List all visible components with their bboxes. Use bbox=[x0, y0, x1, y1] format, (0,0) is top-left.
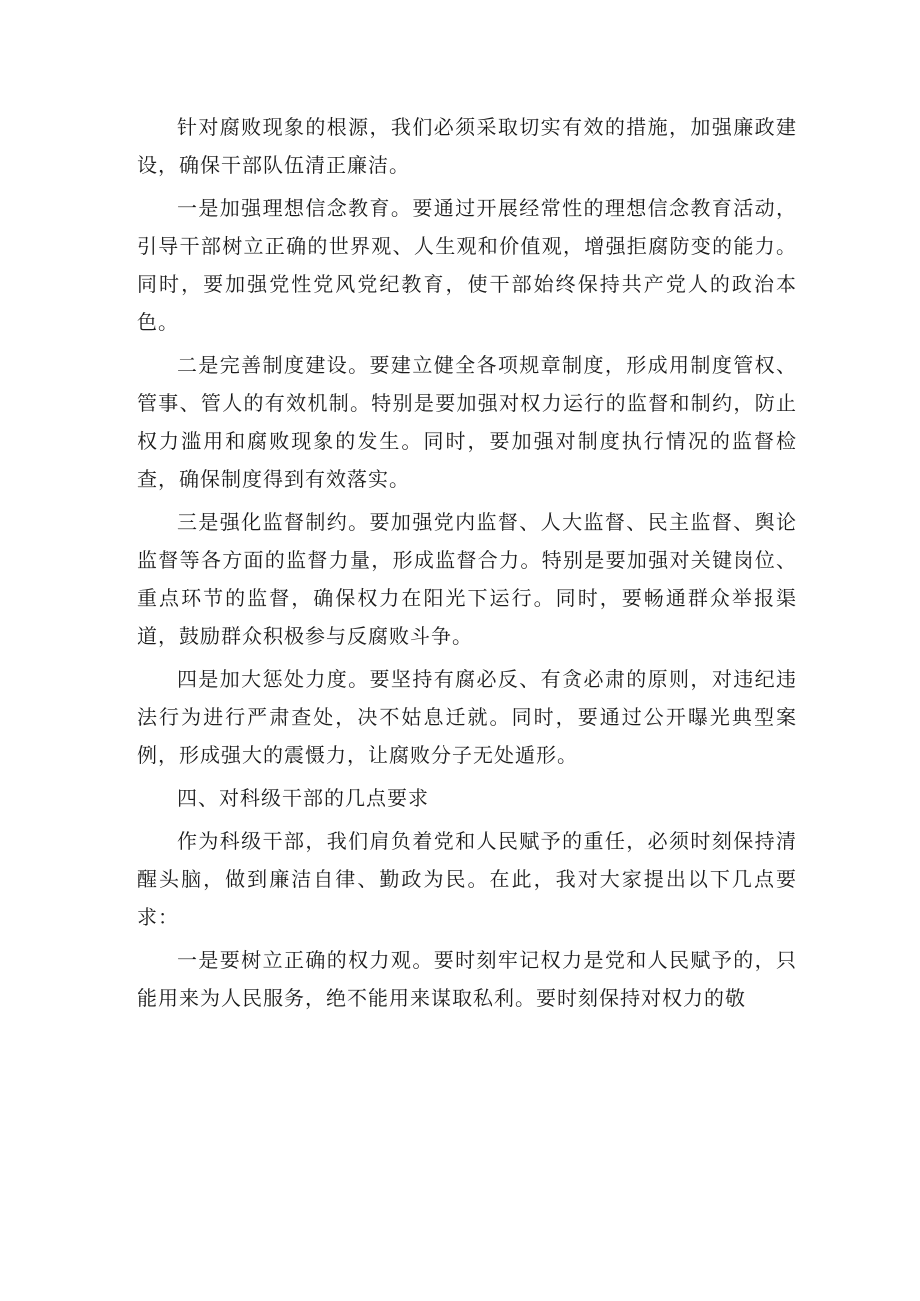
section-heading: 四、对科级干部的几点要求 bbox=[177, 786, 429, 810]
paragraph-requirement-1: 一是要树立正确的权力观。要时刻牢记权力是党和人民赋予的，只能用来为人民服务，绝不能用来谋取私利。要时刻保持对权力的敬 bbox=[137, 948, 797, 1010]
paragraph-point-4-punishment: 四是加大惩处力度。要坚持有腐必反、有贪必肃的原则，对违纪违法行为进行严肃查处，决不姑息迁就。同时，要通过公开曝光典型案例，形成强大的震慑力，让腐败分子无处遁形。 bbox=[137, 667, 797, 767]
paragraph-point-3-supervision: 三是强化监督制约。要加强党内监督、人大监督、民主监督、舆论监督等各方面的监督力量，形成监督合力。特别是要加强对关键岗位、重点环节的监督，确保权力在阳光下运行。同时，要畅通群众举报渠道，鼓励群众积极参与反腐败斗争。 bbox=[137, 510, 797, 648]
paragraph-requirements-intro: 作为科级干部，我们肩负着党和人民赋予的重任，必须时刻保持清醒头脑，做到廉洁自律、勤政为民。在此，我对大家提出以下几点要求： bbox=[137, 829, 797, 929]
paragraph-intro: 针对腐败现象的根源，我们必须采取切实有效的措施，加强廉政建设，确保干部队伍清正廉洁。 bbox=[137, 115, 797, 177]
paragraph-point-2-system: 二是完善制度建设。要建立健全各项规章制度，形成用制度管权、管事、管人的有效机制。特别是要加强对权力运行的监督和制约，防止权力滥用和腐败现象的发生。同时，要加强对制度执行情况的监督检查，确保制度得到有效落实。 bbox=[137, 353, 797, 491]
paragraph-point-1-education: 一是加强理想信念教育。要通过开展经常性的理想信念教育活动，引导干部树立正确的世界观、人生观和价值观，增强拒腐防变的能力。同时，要加强党性党风党纪教育，使干部始终保持共产党人的政治本色。 bbox=[137, 196, 797, 334]
document-body bbox=[137, 108, 797, 1022]
